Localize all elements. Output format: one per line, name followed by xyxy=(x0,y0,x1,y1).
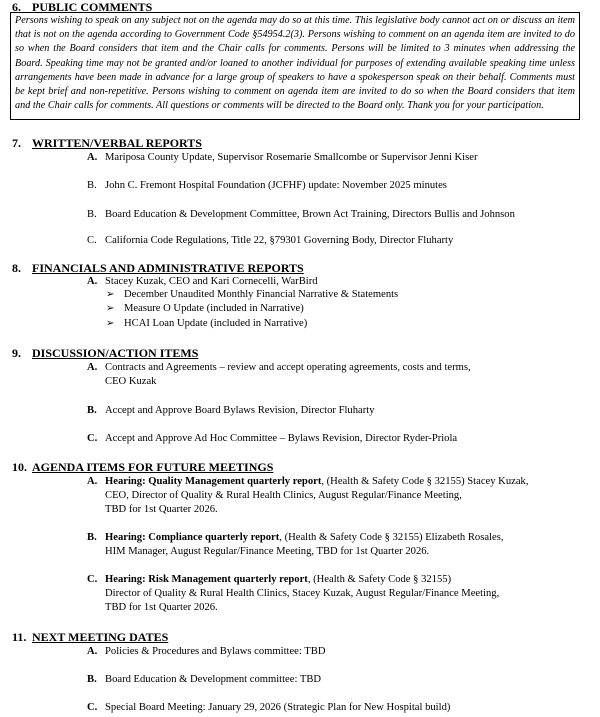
bullet-text: Measure O Update (included in Narrative) xyxy=(124,303,304,314)
section-title: AGENDA ITEMS FOR FUTURE MEETINGS xyxy=(32,460,274,474)
item-letter: A. xyxy=(87,152,98,163)
item-text: California Code Regulations, Title 22, §79301 Governing Body, Director Fluharty xyxy=(105,235,454,246)
section-heading-8 xyxy=(12,261,304,276)
item-text-continued: HIM Manager, August Regular/Finance Meeting, TBD for 1st Quarter 2026. xyxy=(105,546,430,558)
item-text: Stacey Kuzak, CEO and Kari Cornecelli, WarBird xyxy=(105,276,318,287)
item-text: Special Board Meeting: January 29, 2026 (Strategic Plan for New Hospital build) xyxy=(105,702,451,713)
item-letter: C. xyxy=(87,235,97,246)
section-number: 7. xyxy=(12,136,21,150)
item-text: , (Health & Safety Code § 32155) Elizabeth Rosales, xyxy=(279,532,504,543)
bullet-text: HCAI Loan Update (included in Narrative) xyxy=(124,318,308,329)
section-number: 10. xyxy=(12,460,27,474)
item-text: Policies & Procedures and Bylaws committee: TBD xyxy=(105,646,326,657)
item-text: Accept and Approve Board Bylaws Revision, Director Fluharty xyxy=(105,405,375,416)
bullet-text: December Unaudited Monthly Financial Narrative & Statements xyxy=(124,289,399,300)
hearing-title: Hearing: Quality Management quarterly report xyxy=(105,476,322,487)
section-number: 8. xyxy=(12,261,21,275)
item-letter: B. xyxy=(87,405,97,416)
item-text: John C. Fremont Hospital Foundation (JCFHF) update: November 2025 minutes xyxy=(105,180,447,191)
section-title: DISCUSSION/ACTION ITEMS xyxy=(32,346,199,360)
arrow-bullet-icon: ➢ xyxy=(106,289,115,300)
item-letter: B. xyxy=(87,209,97,220)
item-letter: C. xyxy=(87,702,98,713)
item-letter: B. xyxy=(87,674,97,685)
hearing-title: Hearing: Compliance quarterly report xyxy=(105,532,280,543)
section-title: FINANCIALS AND ADMINISTRATIVE REPORTS xyxy=(32,261,304,275)
section-title: NEXT MEETING DATES xyxy=(32,630,169,644)
section-number: 9. xyxy=(12,346,21,360)
section-title: PUBLIC COMMENTS xyxy=(32,0,153,14)
arrow-bullet-icon: ➢ xyxy=(106,318,115,329)
item-text-continued: CEO Kuzak xyxy=(105,376,157,388)
item-letter: C. xyxy=(87,574,98,585)
item-letter: A. xyxy=(87,276,98,287)
item-letter: A. xyxy=(87,646,98,657)
item-text: , (Health & Safety Code § 32155) Stacey Kuzak, xyxy=(321,476,529,487)
hearing-title: Hearing: Risk Management quarterly report xyxy=(105,574,308,585)
item-text: Contracts and Agreements – review and accept operating agreements, costs and terms, xyxy=(105,362,471,373)
item-text-continued: TBD for 1st Quarter 2026. xyxy=(105,602,218,614)
section-number: 6. xyxy=(12,0,21,14)
public-comments-box: Persons wishing to speak on any subject not on the agenda may do so at this time. This legislative body cannot act on or discuss an item that is not on the agenda according to Government Code §54954.2(3). Persons wishing to comment on an agenda item are invited to do so when the Board considers that item and the Chair calls for comments. Persons will be limited to 3 minutes when addressing the Board. Speaking time may not be granted and/or loaned to another individual for purposes of extending available speaking time unless arrangements have been made in advance for a large group of speakers to have a spokesperson speak on their behalf. Comments must be kept brief and non-repetitive. Persons wishing to comment on agenda item are invited to do so when the Board considers that item and the Chair calls for comments. All questions or comments will be directed to the Board only. Thank you for your participation. xyxy=(10,12,580,120)
item-text: Board Education & Development Committee, Brown Act Training, Directors Bullis and Johnson xyxy=(105,209,515,220)
item-letter: C. xyxy=(87,433,98,444)
section-title: WRITTEN/VERBAL REPORTS xyxy=(32,136,202,150)
section-heading-10 xyxy=(12,460,273,475)
item-letter: B. xyxy=(87,532,97,543)
arrow-bullet-icon: ➢ xyxy=(106,303,115,314)
item-text: , (Health & Safety Code § 32155) xyxy=(307,574,452,585)
item-text: Accept and Approve Ad Hoc Committee – Bylaws Revision, Director Ryder-Priola xyxy=(105,433,458,444)
item-letter: A. xyxy=(87,476,98,487)
item-letter: A. xyxy=(87,362,98,373)
section-heading-9 xyxy=(12,346,198,361)
section-heading-11 xyxy=(12,630,168,645)
item-text: Board Education & Development committee: TBD xyxy=(105,674,322,685)
item-letter: B. xyxy=(87,180,97,191)
item-text: Mariposa County Update, Supervisor Rosemarie Smallcombe or Supervisor Jenni Kiser xyxy=(105,152,478,163)
section-number: 11. xyxy=(12,630,27,644)
item-text-continued: TBD for 1st Quarter 2026. xyxy=(105,504,218,516)
item-text-continued: Director of Quality & Rural Health Clinics, Stacey Kuzak, August Regular/Finance Meeting, xyxy=(105,588,500,600)
item-text-continued: CEO, Director of Quality & Rural Health Clinics, August Regular/Finance Meeting, xyxy=(105,490,462,502)
section-heading-7 xyxy=(12,136,202,151)
